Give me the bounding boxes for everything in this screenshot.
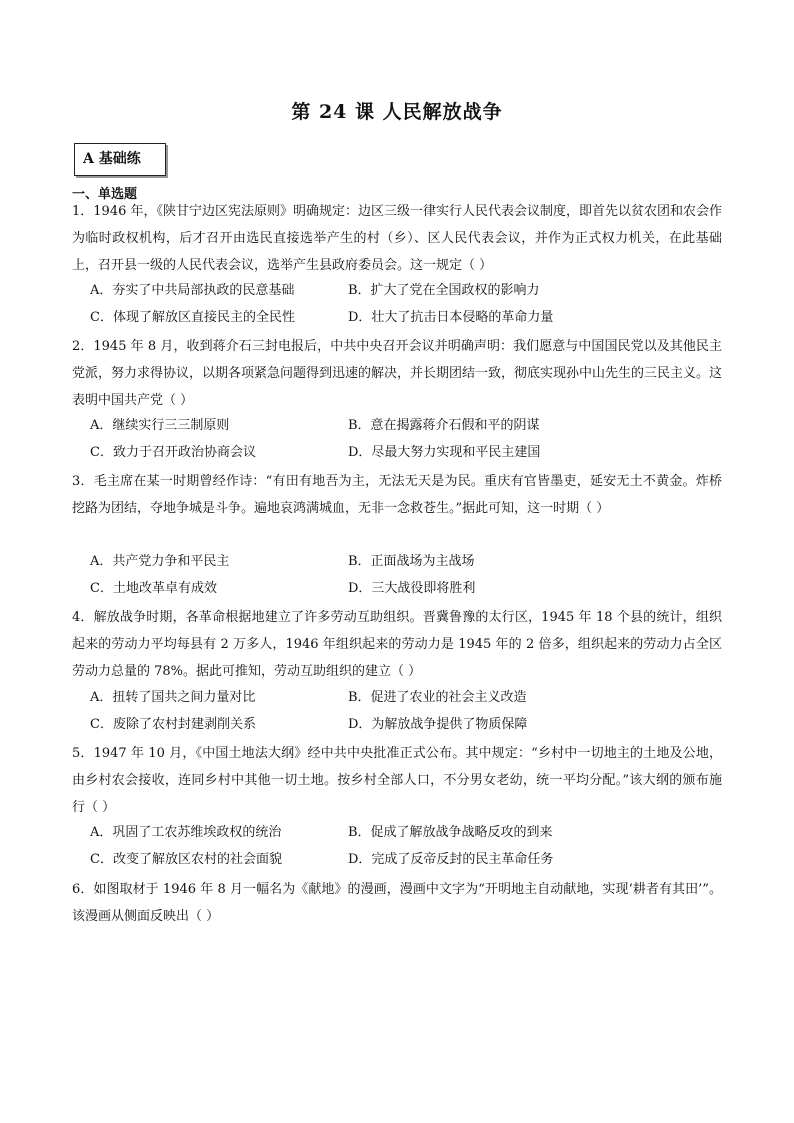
question-1-option-c[interactable]: C．体现了解放区直接民主的全民性 (90, 310, 295, 325)
question-2-stem: 2．1945 年 8 月，收到蒋介石三封电报后，中共中央召开会议并明确声明：我们愿意与中国国民党以及其他民主党派，努力求得协议，以期各项紧急问题得到迅速的解决，并长期团结一致，彻底实现孙中山先生的三民主义。这表明中国共产党（ ） (72, 339, 723, 408)
question-1-option-b[interactable]: B．扩大了党在全国政权的影响力 (348, 283, 540, 298)
question-1-stem: 1．1946 年，《陕甘宁边区宪法原则》明确规定：边区三级一律实行人民代表会议制度，即首先以贫农团和农会作为临时政权机构，后才召开由选民直接选举产生的村（乡）、区人民代表会议，并作为正式权力机关，在此基础上，召开县一级的人民代表会议，选举产生县政府委员会。这一规定（ ） (72, 204, 722, 273)
page-title: 第 24 课 人民解放战争 (291, 101, 503, 123)
question-2-option-b[interactable]: B．意在揭露蒋介石假和平的阴谋 (348, 418, 540, 433)
question-3-option-a[interactable]: A．共产党力争和平民主 (90, 554, 230, 569)
level-badge: A 基础练 (74, 143, 166, 176)
question-1-option-a[interactable]: A．夯实了中共局部执政的民意基础 (90, 283, 295, 298)
question-3-option-c[interactable]: C．土地改革卓有成效 (90, 581, 217, 596)
question-2-option-c[interactable]: C．致力于召开政治协商会议 (90, 445, 256, 460)
question-5-option-c[interactable]: C．改变了解放区农村的社会面貌 (90, 852, 282, 867)
question-2-option-d[interactable]: D．尽最大努力实现和平民主建国 (348, 445, 541, 460)
question-5-option-b[interactable]: B．促成了解放战争战略反攻的到来 (348, 825, 553, 840)
question-5-option-a[interactable]: A．巩固了工农苏维埃政权的统治 (90, 825, 282, 840)
question-5-stem: 5．1947 年 10 月，《中国土地法大纲》经中共中央批准正式公布。其中规定：“乡村中一切地主的土地及公地，由乡村农会接收，连同乡村中其他一切土地。按乡村全部人口，不分男女老幼，统一平均分配。”该大纲的颁布施行（ ） (72, 746, 722, 815)
question-4-option-b[interactable]: B．促进了农业的社会主义改造 (348, 690, 527, 705)
question-6-stem: 6．如图取材于 1946 年 8 月一幅名为《献地》的漫画，漫画中文字为“开明地主自动献地，实现‘耕者有其田’”。该漫画从侧面反映出（ ） (72, 882, 722, 924)
question-4-option-c[interactable]: C．废除了农村封建剥削关系 (90, 717, 256, 732)
question-5-option-d[interactable]: D．完成了反帝反封的民主革命任务 (348, 852, 554, 867)
section-heading: 一、单选题 (72, 187, 138, 202)
question-4-stem: 4．解放战争时期，各革命根据地建立了许多劳动互助组织。晋冀鲁豫的太行区，1945 年 18 个县的统计，组织起来的劳动力平均每县有 2 万多人，1946 年组织起来的劳动力是 1945 年的 2 倍多，组织起来的劳动力占全区劳动力总量的 78%。据此可推知，劳动互助组织的建立（ ） (72, 610, 722, 679)
question-3-stem: 3．毛主席在某一时期曾经作诗：“有田有地吾为主，无法无天是为民。重庆有官皆墨吏，延安无土不黄金。炸桥挖路为团结，夺地争城是斗争。遍地哀鸿满城血，无非一念救苍生。”据此可知，这一时期（ ） (72, 474, 722, 516)
question-3-option-d[interactable]: D．三大战役即将胜利 (348, 581, 476, 596)
question-1-option-d[interactable]: D．壮大了抗击日本侵略的革命力量 (348, 310, 554, 325)
question-2-option-a[interactable]: A．继续实行三三制原则 (90, 418, 230, 433)
question-3-option-b[interactable]: B．正面战场为主战场 (348, 554, 475, 569)
question-4-option-d[interactable]: D．为解放战争提供了物质保障 (348, 717, 528, 732)
question-4-option-a[interactable]: A．扭转了国共之间力量对比 (90, 690, 256, 705)
